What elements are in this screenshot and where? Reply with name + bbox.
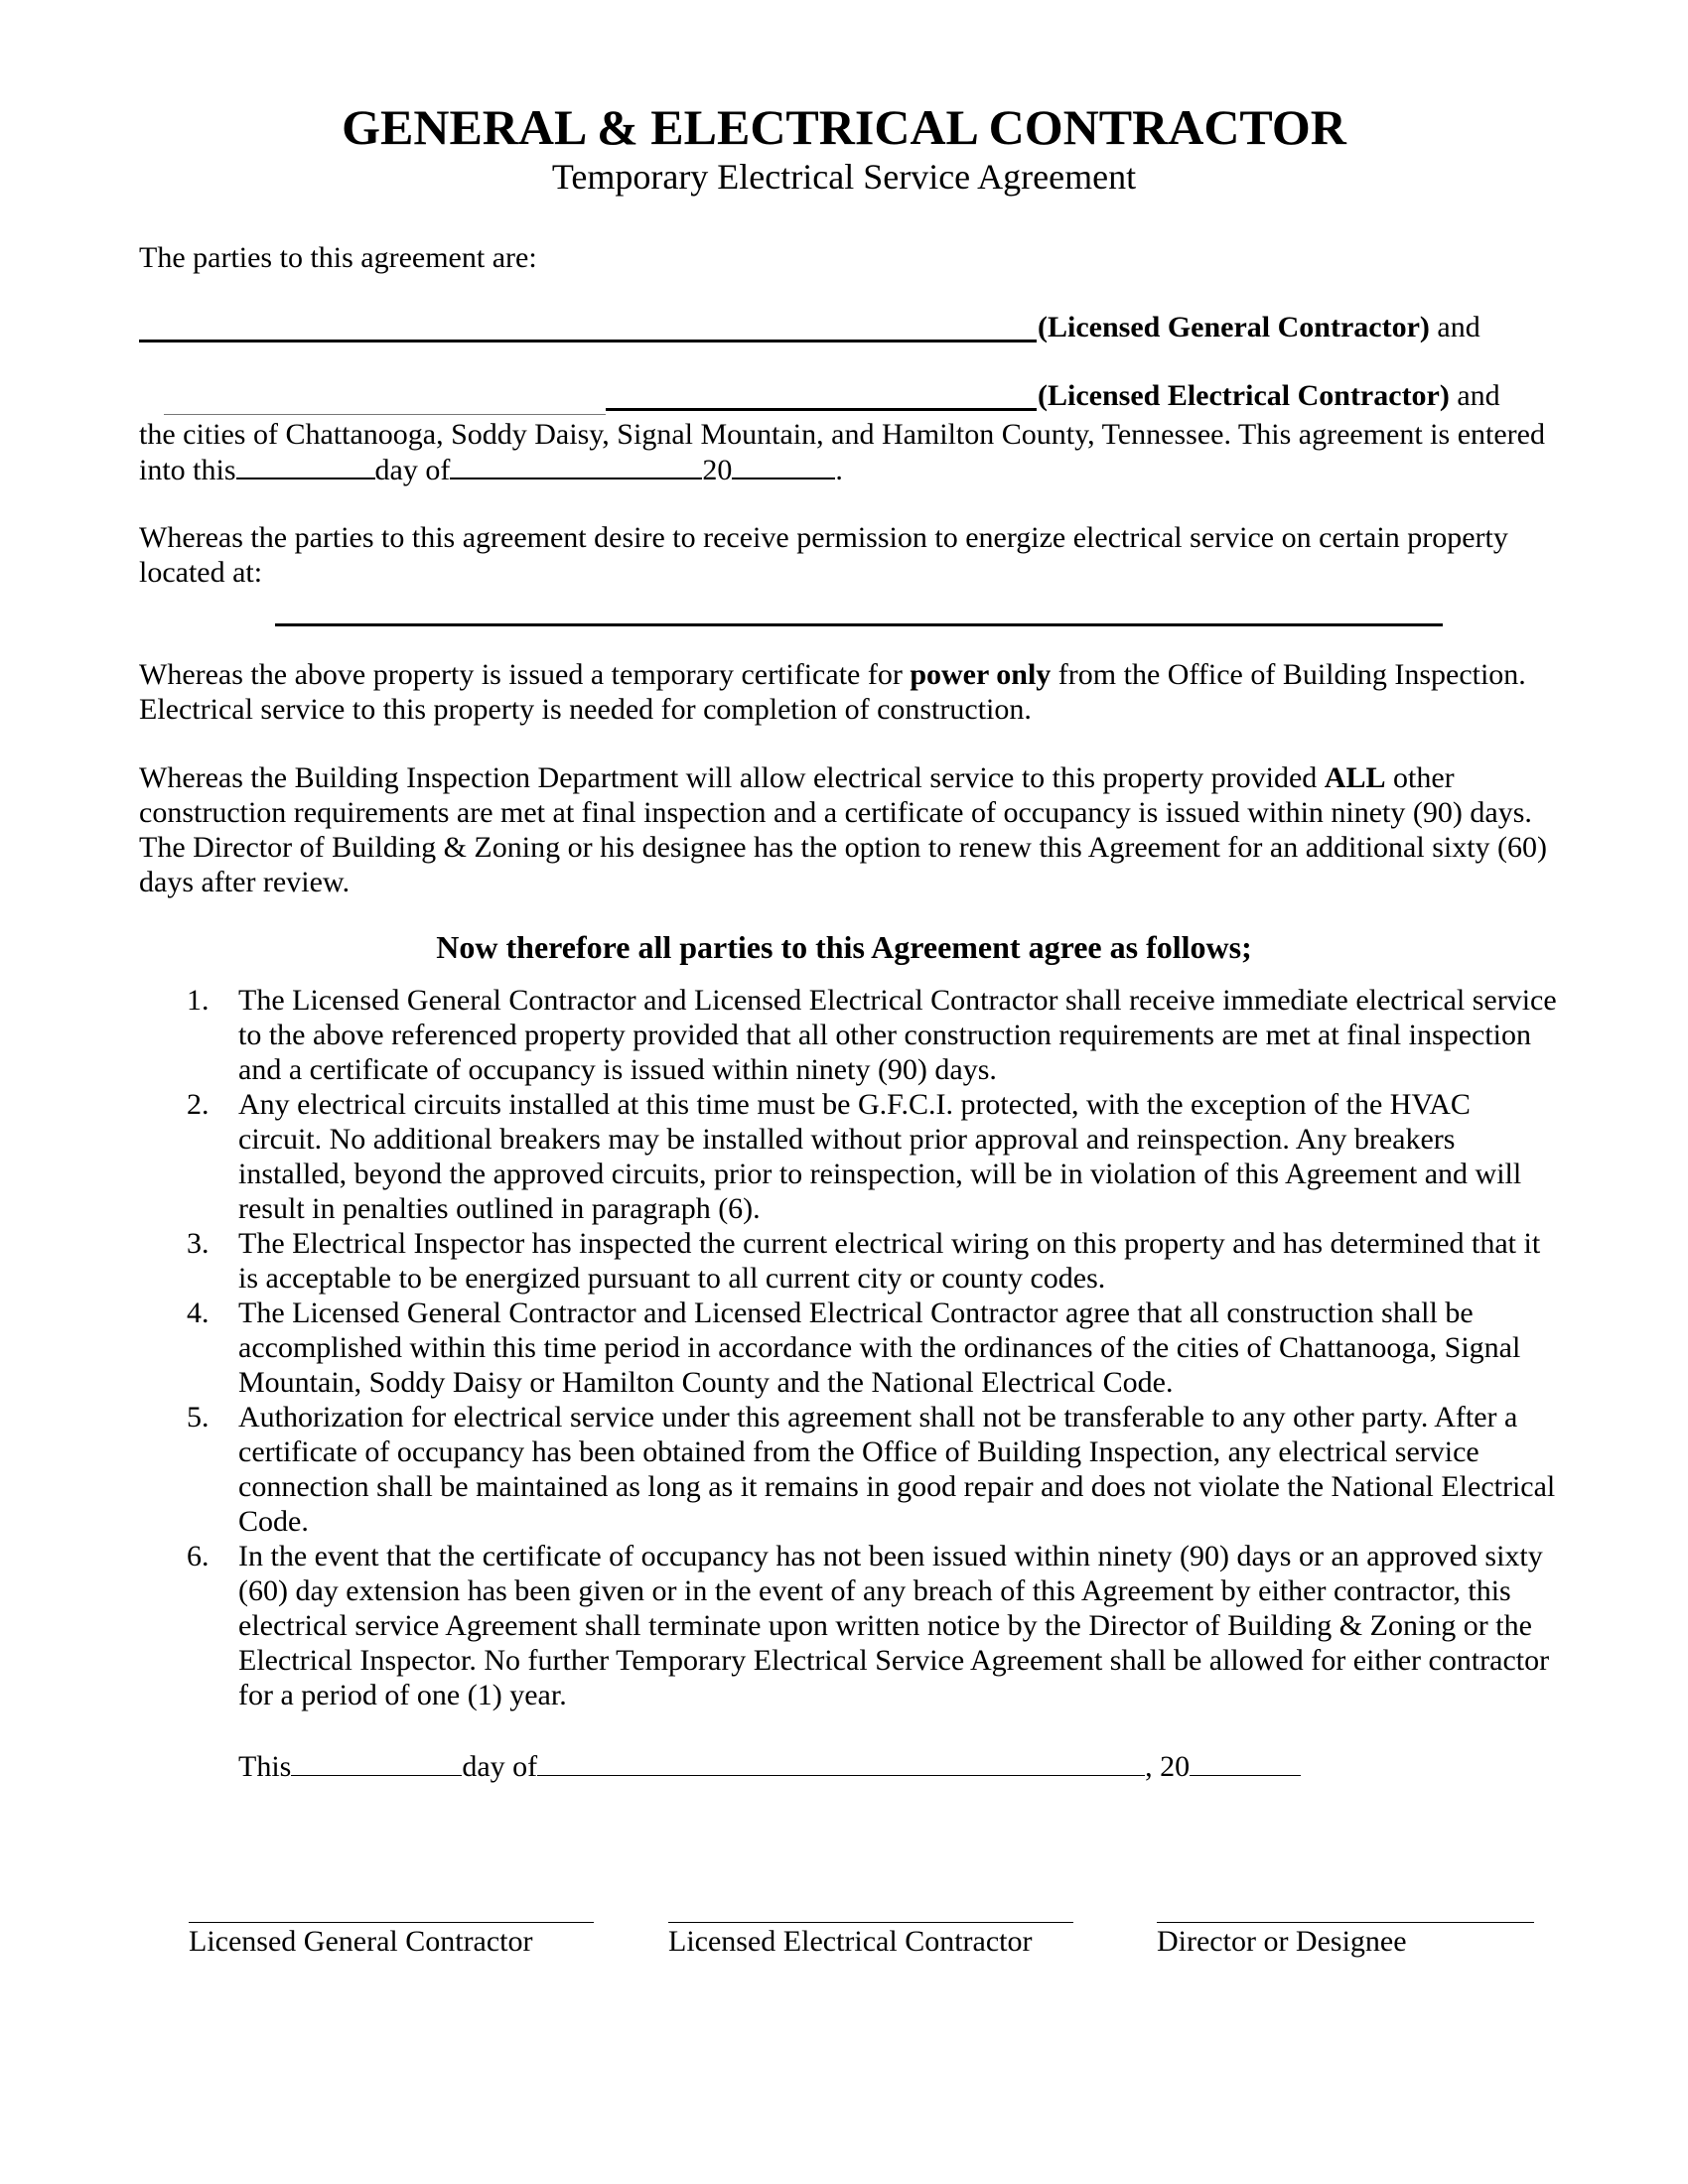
whereas-2-text-b: from the Office of Building Inspection. xyxy=(1051,658,1526,691)
period-text: . xyxy=(835,454,843,486)
whereas-3-line-4: days after review. xyxy=(139,866,351,898)
item-number: 4. xyxy=(187,1297,210,1329)
agreement-item xyxy=(139,1087,1579,1226)
whereas-3-text-a: Whereas the Building Inspection Department will allow electrical service to this property provided xyxy=(139,761,1325,794)
entered-day-field[interactable] xyxy=(236,452,375,479)
twenty-text: , 20 xyxy=(1145,1750,1191,1783)
electrical-contractor-name-field[interactable] xyxy=(606,408,1037,411)
whereas-2-line-1 xyxy=(139,657,1579,692)
item-line: to the above referenced property provided that all other construction requirements are met at final inspection xyxy=(238,1019,1531,1051)
general-contractor-signature-label: Licensed General Contractor xyxy=(189,1925,533,1958)
item-line: electrical service Agreement shall terminate upon written notice by the Director of Building & Zoning or the xyxy=(238,1609,1532,1642)
electrical-contractor-row xyxy=(1038,378,1633,413)
item-line: installed, beyond the approved circuits, prior to reinspection, will be in violation of this Agreement and will xyxy=(238,1158,1522,1190)
item-line: is acceptable to be energized pursuant to all current city or county codes. xyxy=(238,1262,1106,1295)
whereas-2-line-2: Electrical service to this property is needed for completion of construction. xyxy=(139,693,1032,726)
whereas-2-text-a: Whereas the above property is issued a temporary certificate for xyxy=(139,658,911,691)
item-line: for a period of one (1) year. xyxy=(238,1679,567,1711)
general-contractor-row xyxy=(1038,310,1633,344)
general-contractor-name-field[interactable] xyxy=(139,340,1037,342)
agreement-item xyxy=(139,1296,1579,1400)
whereas-paragraph-1 xyxy=(139,520,1579,590)
whereas-3-line-3: The Director of Building & Zoning or his designee has the option to renew this Agreement for an additional sixty (60) xyxy=(139,831,1548,864)
whereas-2-bold: power only xyxy=(910,658,1052,691)
item-line: Electrical Inspector. No further Temporary Electrical Service Agreement shall be allowed for either contractor xyxy=(238,1644,1550,1677)
item-line: Any electrical circuits installed at this time must be G.F.C.I. protected, with the exception of the HVAC xyxy=(238,1088,1471,1121)
signing-date-line xyxy=(238,1749,1668,1784)
item-line: The Licensed General Contractor and Licensed Electrical Contractor shall receive immediate electrical service xyxy=(238,984,1557,1017)
entered-year-field[interactable] xyxy=(732,452,835,479)
whereas-3-bold: ALL xyxy=(1324,761,1386,794)
item-line: The Licensed General Contractor and Licensed Electrical Contractor agree that all construction shall be xyxy=(238,1297,1474,1329)
item-line: accomplished within this time period in accordance with the ordinances of the cities of Chattanooga, Signal xyxy=(238,1331,1521,1364)
general-contractor-signature-field[interactable] xyxy=(189,1921,594,1923)
electrical-contractor-signature-field[interactable] xyxy=(668,1921,1073,1923)
item-number: 6. xyxy=(187,1540,210,1572)
whereas-1-line-1: Whereas the parties to this agreement desire to receive permission to energize electrical service on certain property xyxy=(139,521,1508,554)
item-line: certificate of occupancy has been obtained from the Office of Building Inspection, any electrical service xyxy=(238,1435,1479,1468)
document-subtitle: Temporary Electrical Service Agreement xyxy=(551,157,1137,197)
agreement-heading: Now therefore all parties to this Agreement agree as follows; xyxy=(436,929,1252,965)
agreement-item xyxy=(139,983,1579,1087)
parties-label: The parties to this agreement are: xyxy=(139,241,537,274)
whereas-3-line-2: construction requirements are met at final inspection and a certificate of occupancy is issued within ninety (90) days. xyxy=(139,796,1532,829)
item-line: Authorization for electrical service under this agreement shall not be transferable to any other party. After a xyxy=(238,1401,1518,1433)
item-line: circuit. No additional breakers may be installed without prior approval and reinspection. Any breakers xyxy=(238,1123,1456,1156)
this-text: This xyxy=(238,1750,292,1783)
item-number: 3. xyxy=(187,1227,210,1260)
item-number: 2. xyxy=(187,1088,210,1121)
item-line: and a certificate of occupancy is issued within ninety (90) days. xyxy=(238,1053,997,1086)
document-title: GENERAL & ELECTRICAL CONTRACTOR xyxy=(342,99,1346,155)
item-line: Mountain, Soddy Daisy or Hamilton County and the National Electrical Code. xyxy=(238,1366,1174,1399)
item-line: (60) day extension has been given or in the event of any breach of this Agreement by either contractor, this xyxy=(238,1574,1511,1607)
whereas-paragraph-3 xyxy=(139,760,1579,899)
whereas-1-line-2: located at: xyxy=(139,556,263,589)
cities-line: the cities of Chattanooga, Soddy Daisy, Signal Mountain, and Hamilton County, Tennessee. This agreement is entered xyxy=(139,418,1545,451)
property-address-field[interactable] xyxy=(275,623,1443,626)
day-of-text: day of xyxy=(462,1750,538,1783)
general-contractor-label: (Licensed General Contractor) xyxy=(1038,311,1430,343)
item-line: result in penalties outlined in paragraph (6). xyxy=(238,1192,761,1225)
electrical-contractor-signature-label: Licensed Electrical Contractor xyxy=(668,1925,1033,1958)
electrical-contractor-faint-line xyxy=(164,414,606,415)
agreement-item xyxy=(139,1539,1579,1712)
item-line: In the event that the certificate of occupancy has not been issued within ninety (90) days or an approved sixty xyxy=(238,1540,1543,1572)
entered-date-line xyxy=(139,452,1569,487)
signing-year-field[interactable] xyxy=(1190,1749,1301,1776)
and-word-1: and xyxy=(1437,311,1480,343)
twenty-text: 20 xyxy=(702,454,733,486)
agreement-item xyxy=(139,1226,1579,1296)
day-of-text: day of xyxy=(374,454,451,486)
director-signature-label: Director or Designee xyxy=(1157,1925,1407,1958)
and-word-2: and xyxy=(1457,379,1500,412)
director-signature-field[interactable] xyxy=(1157,1921,1534,1923)
whereas-3-text-b: other xyxy=(1385,761,1455,794)
whereas-3-line-1 xyxy=(139,760,1579,795)
item-line: Code. xyxy=(238,1505,309,1538)
item-number: 1. xyxy=(187,984,210,1017)
item-line: The Electrical Inspector has inspected the current electrical wiring on this property and has determined that it xyxy=(238,1227,1541,1260)
into-this-text: into this xyxy=(139,454,236,486)
signing-month-field[interactable] xyxy=(537,1749,1145,1776)
electrical-contractor-label: (Licensed Electrical Contractor) xyxy=(1038,379,1450,412)
signing-day-field[interactable] xyxy=(291,1749,462,1776)
item-line: connection shall be maintained as long as it remains in good repair and does not violate the National Electrical xyxy=(238,1470,1556,1503)
item-number: 5. xyxy=(187,1401,210,1433)
whereas-paragraph-2 xyxy=(139,657,1579,727)
agreement-items-list xyxy=(139,983,1579,1712)
agreement-item xyxy=(139,1400,1579,1539)
entered-month-field[interactable] xyxy=(450,452,702,479)
